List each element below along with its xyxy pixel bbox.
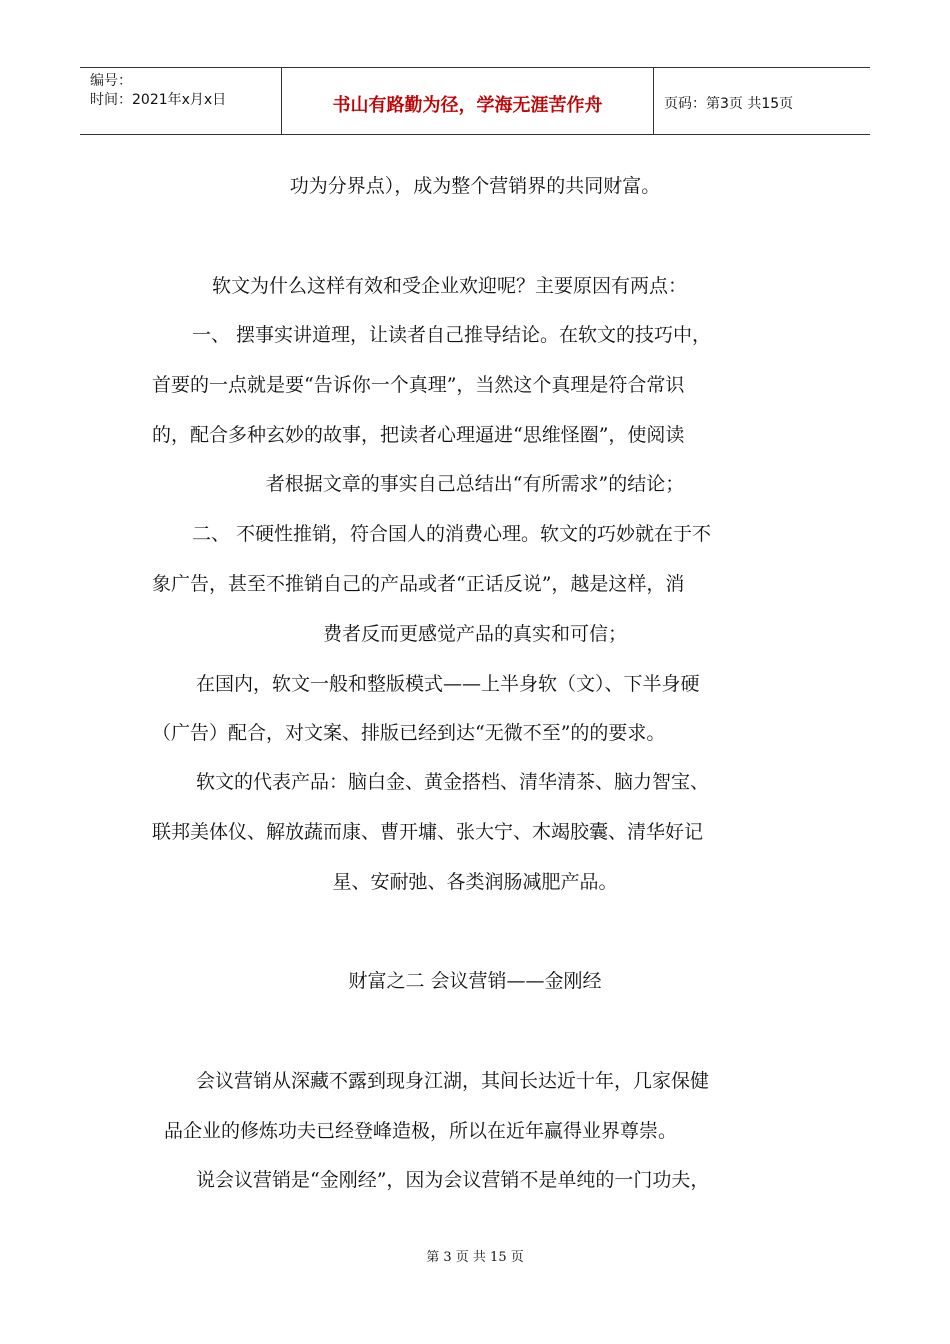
body-line-17: 品企业的修炼功夫已经登峰造极，所以在近年赢得业界尊崇。: [164, 1120, 678, 1142]
body-line-5: 的，配合多种玄妙的故事，把读者心理逼进“思维怪圈”，使阅读: [152, 424, 685, 446]
body-line-14: 星、安耐弛、各类润肠减肥产品。: [332, 871, 618, 893]
section-heading: 财富之二 会议营销——金刚经: [348, 970, 602, 992]
body-line-13: 联邦美体仪、解放蔬而康、曹开墉、张大宁、木竭胶囊、清华好记: [152, 821, 704, 843]
body-line-11: （广告）配合，对文案、排版已经到达“无微不至”的的要求。: [152, 722, 666, 744]
header-motto: 书山有路勤为径，学海无涯苦作舟: [332, 95, 603, 116]
body-line-4: 首要的一点就是要“告诉你一个真理”，当然这个真理是符合常识: [152, 374, 685, 396]
header-page-info: 页码：第3页 共15页: [664, 96, 794, 112]
document-number-label: 编号：: [90, 73, 132, 89]
page-footer: 第 3 页 共 15 页: [426, 1250, 524, 1265]
body-line-1: 功为分界点），成为整个营销界的共同财富。: [289, 175, 661, 197]
body-line-12: 软文的代表产品：脑白金、黄金搭档、清华清茶、脑力智宝、: [196, 771, 710, 793]
body-line-3: 一、 摆事实讲道理，让读者自己推导结论。在软文的技巧中，: [192, 324, 712, 346]
body-line-9: 费者反而更感觉产品的真实和可信；: [322, 623, 627, 645]
header-motto-cell: [282, 68, 654, 134]
header-page-cell: [654, 68, 870, 134]
body-line-18: 说会议营销是“金刚经”，因为会议营销不是单纯的一门功夫，: [196, 1169, 710, 1191]
body-line-10: 在国内，软文一般和整版模式——上半身软（文）、下半身硬: [196, 673, 700, 695]
document-time-label: 时间：2021年x月x日: [90, 92, 227, 108]
body-line-16: 会议营销从深藏不露到现身江湖，其间长达近十年，几家保健: [196, 1070, 710, 1092]
page-header: [80, 67, 870, 135]
body-line-2: 软文为什么这样有效和受企业欢迎呢？主要原因有两点：: [212, 275, 688, 297]
body-line-7: 二、 不硬性推销，符合国人的消费心理。软文的巧妙就在于不: [192, 523, 712, 545]
body-line-6: 者根据文章的事实自己总结出“有所需求”的结论；: [265, 473, 685, 495]
header-meta-cell: [80, 68, 282, 134]
body-line-8: 象广告，甚至不推销自己的产品或者“正话反说”，越是这样，消: [152, 573, 685, 595]
